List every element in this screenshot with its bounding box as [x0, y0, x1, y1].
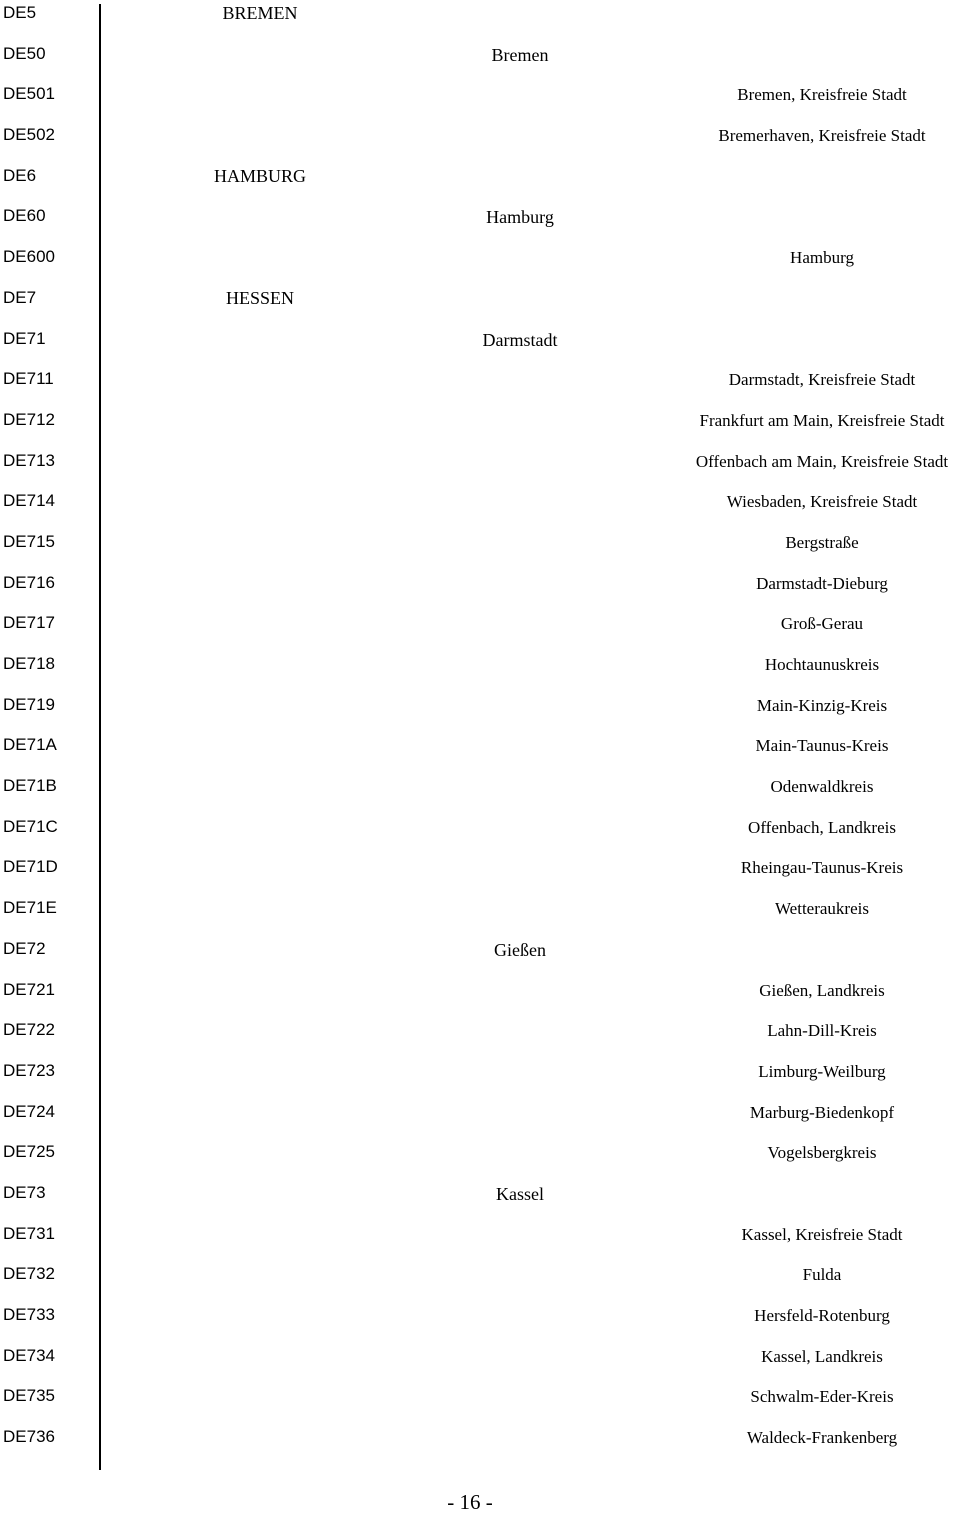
- nuts-code: DE502: [3, 125, 55, 145]
- county-name: Odenwaldkreis: [770, 777, 874, 797]
- nuts-code: DE50: [3, 43, 46, 63]
- county-name: Rheingau-Taunus-Kreis: [740, 858, 904, 878]
- state-name: HAMBURG: [213, 165, 306, 186]
- nuts-code: DE711: [3, 369, 54, 389]
- nuts-code: DE735: [3, 1386, 55, 1406]
- county-name: Darmstadt-Dieburg: [756, 573, 888, 593]
- district-name: Gießen: [494, 939, 546, 960]
- table-row: [0, 610, 960, 651]
- table-row: [0, 163, 960, 204]
- nuts-code: DE7: [3, 287, 37, 307]
- nuts-code: DE736: [3, 1427, 55, 1447]
- county-name: Kassel, Landkreis: [761, 1346, 883, 1366]
- county-name: Main-Taunus-Kreis: [755, 736, 889, 756]
- table-row: [0, 854, 960, 895]
- district-name: Darmstadt: [482, 329, 558, 350]
- county-name: Wiesbaden, Kreisfreie Stadt: [726, 492, 918, 512]
- table-row: [0, 407, 960, 448]
- county-name: Bremerhaven, Kreisfreie Stadt: [718, 126, 926, 146]
- district-name: Kassel: [496, 1183, 544, 1204]
- nuts-code: DE600: [3, 247, 55, 267]
- nuts-code: DE71A: [3, 735, 57, 755]
- nuts-code: DE733: [3, 1305, 55, 1324]
- county-name: Kassel, Kreisfreie Stadt: [741, 1224, 903, 1244]
- nuts-code: DE717: [3, 613, 55, 633]
- county-name: Frankfurt am Main, Kreisfreie Stadt: [699, 410, 945, 430]
- table-row: [0, 1180, 960, 1221]
- district-name: Bremen: [491, 44, 549, 65]
- table-row: [0, 1343, 960, 1384]
- table-row: [0, 814, 960, 855]
- table-row: [0, 570, 960, 611]
- table-row: [0, 1099, 960, 1140]
- table-row: [0, 41, 960, 82]
- table-row: [0, 1221, 960, 1262]
- county-name: Fulda: [802, 1265, 842, 1285]
- county-name: Wetteraukreis: [775, 899, 869, 919]
- nuts-code: DE71E: [3, 898, 57, 918]
- table-row: [0, 285, 960, 326]
- nuts-code: DE71: [3, 328, 46, 348]
- nuts-code: DE722: [3, 1020, 55, 1040]
- nuts-code: DE71D: [3, 857, 58, 877]
- county-name: Lahn-Dill-Kreis: [767, 1021, 877, 1041]
- county-name: Groß-Gerau: [780, 614, 864, 634]
- table-row: [0, 1139, 960, 1180]
- table-row: [0, 366, 960, 407]
- table-row: [0, 122, 960, 163]
- table-row: [0, 1058, 960, 1099]
- nuts-code: DE73: [3, 1182, 46, 1202]
- county-name: Waldeck-Frankenberg: [746, 1428, 898, 1448]
- nuts-code: DE719: [3, 694, 55, 714]
- nuts-code: DE732: [3, 1264, 55, 1284]
- county-name: Bergstraße: [785, 532, 859, 552]
- table-row: [0, 1383, 960, 1424]
- table-row: [0, 1261, 960, 1302]
- nuts-code: DE71B: [3, 776, 57, 796]
- table-row: [0, 732, 960, 773]
- district-name: Hamburg: [486, 207, 554, 228]
- county-name: Main-Kinzig-Kreis: [756, 695, 888, 715]
- county-name: Offenbach, Landkreis: [748, 817, 896, 837]
- county-name: Schwalm-Eder-Kreis: [750, 1387, 894, 1407]
- county-name: Offenbach am Main, Kreisfreie Stadt: [695, 451, 949, 471]
- nuts-code: DE725: [3, 1142, 55, 1162]
- table-row: [0, 81, 960, 122]
- table-row: [0, 0, 960, 41]
- nuts-code: DE5: [3, 3, 37, 22]
- table-row: [0, 326, 960, 367]
- county-name: Limburg-Weilburg: [758, 1061, 886, 1081]
- table-row: [0, 1017, 960, 1058]
- nuts-code: DE71C: [3, 816, 58, 836]
- table-row: [0, 244, 960, 285]
- nuts-code: DE721: [3, 979, 55, 999]
- table-row: [0, 203, 960, 244]
- page-number: - 16 -: [447, 1490, 493, 1514]
- nuts-code: DE718: [3, 654, 55, 673]
- nuts-code: DE724: [3, 1101, 55, 1121]
- table-row: [0, 895, 960, 936]
- nuts-code: DE712: [3, 409, 55, 429]
- state-name: HESSEN: [225, 287, 294, 308]
- nuts-code: DE715: [3, 531, 55, 551]
- table-row: [0, 448, 960, 489]
- county-name: Vogelsbergkreis: [767, 1143, 877, 1163]
- nuts-code: DE72: [3, 938, 46, 958]
- county-name: Gießen, Landkreis: [759, 980, 885, 1000]
- table-row: [0, 1302, 960, 1343]
- county-name: Marburg-Biedenkopf: [749, 1102, 895, 1122]
- nuts-code: DE731: [3, 1223, 55, 1243]
- table-row: [0, 651, 960, 692]
- county-name: Hersfeld-Rotenburg: [754, 1306, 890, 1325]
- nuts-code: DE713: [3, 450, 55, 470]
- county-name: Darmstadt, Kreisfreie Stadt: [728, 370, 916, 390]
- table-row: [0, 529, 960, 570]
- nuts-code: DE716: [3, 572, 55, 592]
- nuts-code: DE714: [3, 491, 55, 511]
- nuts-code: DE6: [3, 165, 37, 185]
- state-name: BREMEN: [222, 3, 298, 23]
- nuts-code: DE723: [3, 1060, 55, 1080]
- nuts-code: DE734: [3, 1345, 55, 1365]
- county-name: Bremen, Kreisfreie Stadt: [737, 85, 907, 105]
- table-row: [0, 1424, 960, 1465]
- nuts-code: DE501: [3, 84, 55, 104]
- table-row: [0, 692, 960, 733]
- table-row: [0, 773, 960, 814]
- table-row: [0, 488, 960, 529]
- table-row: [0, 936, 960, 977]
- table-row: [0, 977, 960, 1018]
- nuts-code: DE60: [3, 206, 46, 226]
- county-name: Hamburg: [790, 248, 854, 268]
- county-name: Hochtaunuskreis: [764, 655, 880, 674]
